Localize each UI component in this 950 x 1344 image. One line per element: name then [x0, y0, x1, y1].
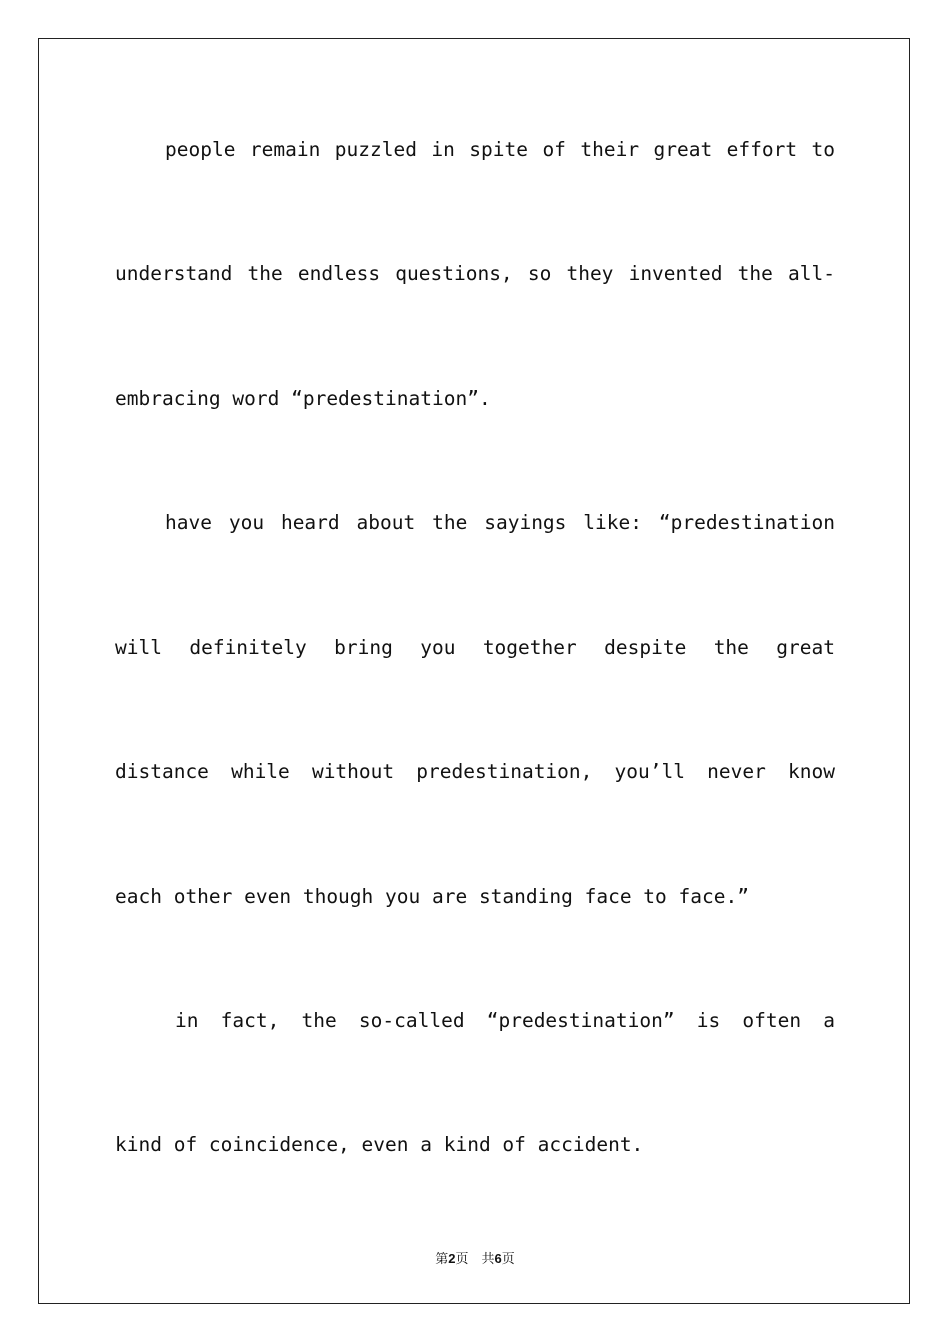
paragraph-2-line-3: distance while without predestination, you’ll never know	[115, 760, 835, 783]
page-footer	[0, 1248, 950, 1267]
paragraph-3-line-2: kind of coincidence, even a kind of accident.	[115, 1133, 644, 1156]
footer-middle: 页 共	[455, 1252, 495, 1267]
footer-page-number: 2	[448, 1251, 456, 1266]
paragraph-1-line-2: understand the endless questions, so they invented the all-	[115, 262, 835, 285]
footer-suffix: 页	[501, 1252, 515, 1267]
footer-total-pages: 6	[494, 1251, 502, 1266]
paragraph-2-line-1: have you heard about the sayings like: “predestination	[165, 511, 835, 534]
page-border	[38, 38, 910, 1304]
footer-prefix: 第	[435, 1252, 449, 1267]
paragraph-3-line-1: in fact, the so-called “predestination” is often a	[175, 1009, 835, 1032]
paragraph-2-line-2: will definitely bring you together despite the great	[115, 636, 835, 659]
paragraph-2-line-4: each other even though you are standing face to face.”	[115, 885, 749, 908]
paragraph-1-line-3: embracing word “predestination”.	[115, 387, 491, 410]
paragraph-1-line-1: people remain puzzled in spite of their great effort to	[165, 138, 835, 161]
